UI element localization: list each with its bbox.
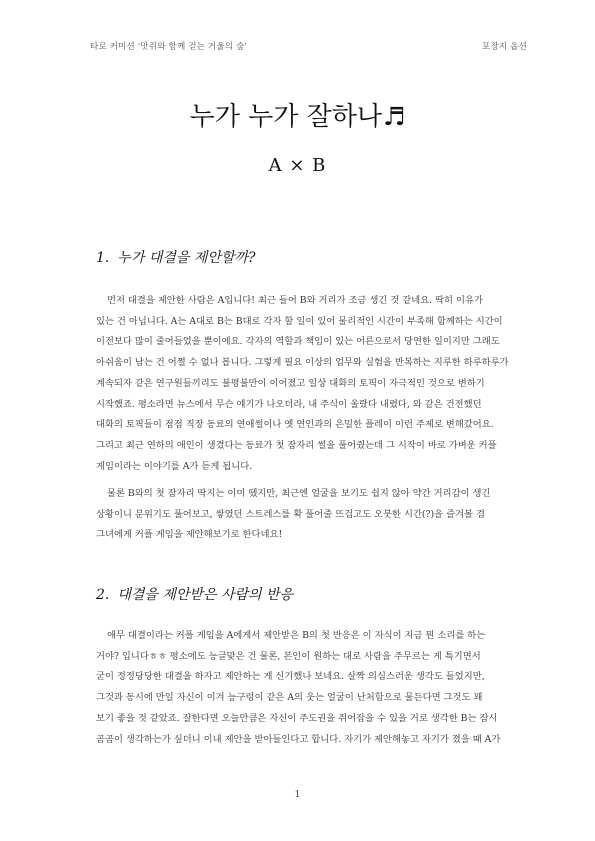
- text-line: 그녀에게 커플 게임을 제안해보기로 한다네요!: [96, 529, 283, 541]
- text-line: 이전보다 많이 줄어들었을 뿐이에요. 각자의 역할과 책임이 있는 어른으로서 당연한 일이지만 그래도: [96, 336, 500, 348]
- section-1-heading: [96, 247, 255, 267]
- text-line: 곰곰이 생각하는가 싶더니 이내 제안을 받아들인다고 합니다. 자기가 제안해놓고 자기가 졌을 때 A가: [96, 733, 501, 745]
- page-number: 1: [294, 790, 301, 800]
- section-number: 2.: [96, 587, 110, 603]
- text-line: 보기 좋을 것 같았죠. 잘한다면 오늘만큼은 자신이 주도권을 쥐어잡을 수 있을 거로 생각한 B는 잠시: [96, 712, 498, 724]
- text-line: 먼저 대결을 제안한 사람은 A입니다! 최근 들어 B와 거리가 조금 생긴 것 같네요. 딱히 이유가: [107, 295, 483, 306]
- text-line: 있는 건 아닙니다. A는 A대로 B는 B대로 각자 할 일이 있어 물리적인 시간이 부족해 함께하는 시간이: [96, 315, 503, 327]
- text-line: 계속되자 같은 연구원들끼리도 불평불만이 이어졌고 일상 대화의 토픽이 자극적인 것으로 변하기: [96, 377, 485, 389]
- running-header-left: 타로 커미션 '맛쥐와 함께 걷는 거울의 숲': [90, 42, 248, 52]
- section-title: 누가 대결을 제안할까?: [117, 250, 256, 266]
- text-line: 거야? 입니다ㅎㅎ 평소에도 능글맞은 건 물론, 본인이 원하는 대로 사람을 주무르는 게 특기면서: [96, 650, 481, 662]
- text-line: 상황이니 분위기도 풀어보고, 쌓였던 스트레스를 확 풀어줄 뜨겁고도 오붓한 시간(?)을 즐겨볼 겸: [96, 508, 485, 520]
- text-line: 대화의 토픽들이 점점 직장 동료의 연애썰이나 옛 연인과의 은밀한 플레이 이런 주제로 변해갔어요.: [96, 419, 494, 431]
- text-line: 게임이라는 이야기를 A가 듣게 됩니다.: [96, 460, 253, 472]
- document-title: [0, 96, 595, 133]
- text-line: 그리고 최근 연하의 애인이 생겼다는 동료가 첫 잠자리 썰을 풀어줬는데 그 시작이 바로 가벼운 커플: [96, 439, 497, 451]
- text-line: 굳이 정정당당한 대결을 하자고 제안하는 게 신기했나 보네요. 살짝 의심스러운 생각도 들었지만,: [96, 671, 485, 683]
- section-2-heading: [96, 584, 293, 604]
- section-1-paragraph-1: [96, 291, 517, 477]
- section-1-paragraph-2: [96, 484, 517, 546]
- music-note-icon: ♬: [382, 102, 406, 131]
- section-2-paragraph-1: [96, 626, 517, 750]
- text-line: 애무 대결이라는 커플 게임을 A에게서 제안받은 B의 첫 반응은 이 자식이 지금 뭔 소리를 하는: [107, 630, 486, 641]
- section-title: 대결을 제안받은 사람의 반응: [117, 587, 293, 603]
- document-subtitle: A × B: [268, 155, 327, 176]
- text-line: 아쉬움이 남는 건 어쩔 수 없나 봅니다. 그렇게 필요 이상의 업무와 실험을 반복하는 지루한 하루하루가: [96, 357, 509, 369]
- section-number: 1.: [96, 250, 110, 266]
- text-line: 그것과 동시에 만일 자신이 이겨 능구렁이 같은 A의 웃는 얼굴이 난처함으로 물든다면 그것도 꽤: [96, 692, 483, 704]
- running-header-right: 포장지 옵션: [482, 42, 527, 52]
- title-text: 누가 누가 잘하나: [189, 102, 382, 132]
- text-line: 시작했죠. 평소라면 뉴스에서 무슨 얘기가 나오더라, 내 주식이 올랐다 내렸다, 와 같은 건전했던: [96, 398, 482, 410]
- text-line: 물론 B와의 첫 잠자리 딱지는 이미 뗐지만, 최근엔 얼굴을 보기도 쉽지 않아 약간 거리감이 생긴: [107, 488, 491, 499]
